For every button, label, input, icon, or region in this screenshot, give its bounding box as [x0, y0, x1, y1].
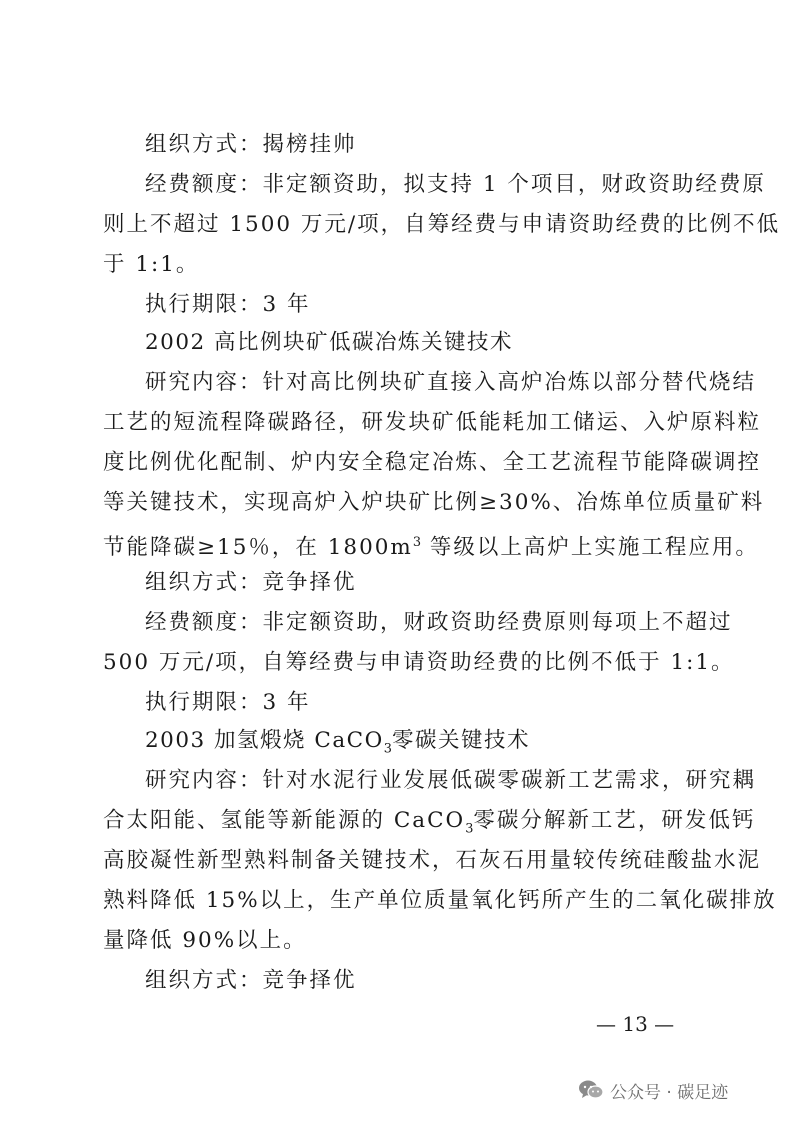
- funding-line: 于 1:1。: [103, 252, 200, 277]
- text-segment: 2003 加氢煅烧 CaCO: [145, 728, 384, 753]
- section-heading-2003: [145, 727, 705, 763]
- research-content-line: 熟料降低 15%以上，生产单位质量氧化钙所产生的二氧化碳排放: [103, 888, 777, 913]
- subscript: 3: [465, 821, 474, 837]
- superscript: 3: [412, 535, 422, 550]
- funding-line: 500 万元/项，自筹经费与申请资助经费的比例不低于 1:1。: [103, 650, 735, 675]
- subscript: 3: [383, 741, 392, 757]
- text-segment: 合太阳能、氢能等新能源的 CaCO: [103, 808, 466, 833]
- research-content-line: 量降低 90%以上。: [103, 928, 307, 953]
- funding-line: 则上不超过 1500 万元/项，自筹经费与申请资助经费的比例不低: [103, 212, 781, 237]
- wechat-watermark: [578, 1075, 728, 1105]
- wechat-icon: [578, 1079, 604, 1101]
- research-content-line: 研究内容：针对水泥行业发展低碳零碳新工艺需求，研究耦: [145, 768, 757, 793]
- research-content-line: [103, 529, 759, 562]
- page-number: — 13 —: [596, 1012, 675, 1036]
- funding-line: 经费额度：非定额资助，拟支持 1 个项目，财政资助经费原: [145, 172, 766, 197]
- research-content-line: 高胶凝性新型熟料制备关键技术，石灰石用量较传统硅酸盐水泥: [103, 848, 762, 873]
- section-heading-2002: 2002 高比例块矿低碳冶炼关键技术: [145, 330, 514, 355]
- research-content-line: 工艺的短流程降碳路径，研发块矿低能耗加工储运、入炉原料粒: [103, 410, 762, 435]
- text-segment: 节能降碳≥15％，在 1800m: [103, 535, 413, 561]
- research-content-line: [103, 807, 756, 843]
- org-method-line: 组织方式：竞争择优: [145, 570, 357, 595]
- org-method-line: 组织方式：竞争择优: [145, 968, 357, 993]
- duration-line: 执行期限：3 年: [145, 690, 311, 715]
- research-content-line: 度比例优化配制、炉内安全稳定冶炼、全工艺流程节能降碳调控: [103, 450, 762, 475]
- text-segment: 零碳分解新工艺，研发低钙: [473, 808, 756, 833]
- research-content-line: 等关键技术，实现高炉入炉块矿比例≥30%、冶炼单位质量矿料: [103, 490, 765, 515]
- watermark-text: 公众号 · 碳足迹: [610, 1082, 729, 1103]
- funding-line: 经费额度：非定额资助，财政资助经费原则每项上不超过: [145, 610, 733, 635]
- org-method-line: 组织方式：揭榜挂帅: [145, 132, 357, 157]
- text-segment: 零碳关键技术: [391, 728, 530, 753]
- text-segment: 等级以上高炉上实施工程应用。: [421, 535, 759, 561]
- research-content-line: 研究内容：针对高比例块矿直接入高炉冶炼以部分替代烧结: [145, 370, 757, 395]
- duration-line: 执行期限：3 年: [145, 292, 311, 317]
